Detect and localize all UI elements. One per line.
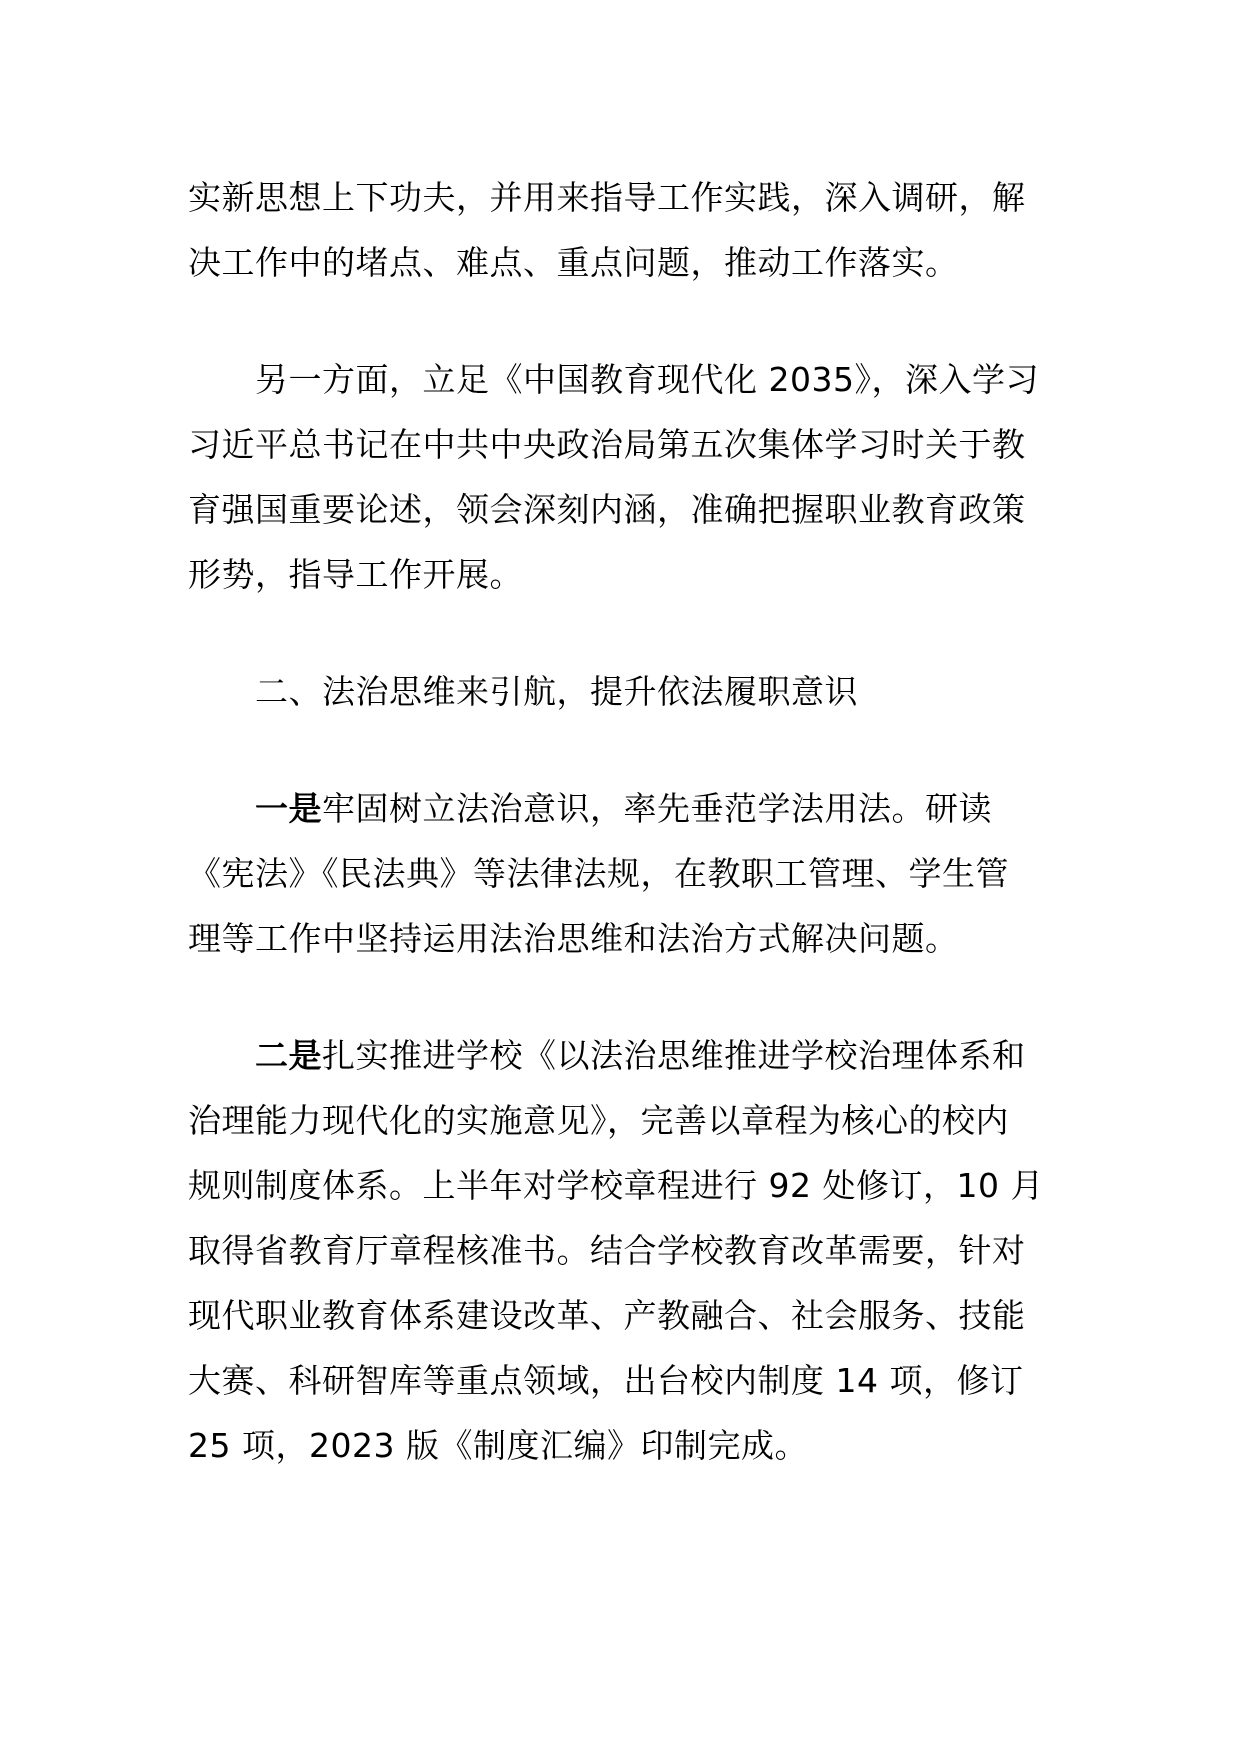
section-heading xyxy=(188,659,1068,724)
text-line: 《宪法》《民法典》等法律法规，在教职工管理、学生管 xyxy=(188,854,1009,893)
text-line: 规则制度体系。上半年对学校章程进行 92 处修订，10 月 xyxy=(188,1166,1044,1205)
paragraph-spacer xyxy=(188,724,1068,776)
paragraph-spacer xyxy=(188,607,1068,659)
paragraph-education-modernization xyxy=(188,347,1068,607)
text-line: 大赛、科研智库等重点领域，出台校内制度 14 项，修订 xyxy=(188,1361,1024,1400)
paragraph-item-two xyxy=(188,1023,1068,1478)
paragraph-spacer xyxy=(188,971,1068,1023)
paragraph-item-one xyxy=(188,776,1068,971)
text-line: 形势，指导工作开展。 xyxy=(188,555,523,594)
text-line: 实新思想上下功夫，并用来指导工作实践，深入调研，解 xyxy=(188,178,1026,217)
text-fragment: 牢固树立法治意识，率先垂范学法用法。研读 xyxy=(322,789,992,828)
text-line: 习近平总书记在中共中央政治局第五次集体学习时关于教 xyxy=(188,425,1026,464)
text-line: 育强国重要论述，领会深刻内涵，准确把握职业教育政策 xyxy=(188,490,1026,529)
text-line: 取得省教育厅章程核准书。结合学校教育改革需要，针对 xyxy=(188,1231,1026,1270)
lead-phrase: 二是 xyxy=(255,1036,322,1075)
text-line: 理等工作中坚持运用法治思维和法治方式解决问题。 xyxy=(188,919,959,958)
text-line: 决工作中的堵点、难点、重点问题，推动工作落实。 xyxy=(188,243,959,282)
text-line: 现代职业教育体系建设改革、产教融合、社会服务、技能 xyxy=(188,1296,1026,1335)
heading-text: 二、法治思维来引航，提升依法履职意识 xyxy=(255,672,858,711)
text-fragment: 扎实推进学校《以法治思维推进学校治理体系和 xyxy=(322,1036,1026,1075)
paragraph-spacer xyxy=(188,295,1068,347)
text-line: 另一方面，立足《中国教育现代化 2035》，深入学习 xyxy=(255,360,1039,399)
text-line xyxy=(188,1023,1068,1088)
lead-phrase: 一是 xyxy=(255,789,322,828)
text-line: 25 项，2023 版《制度汇编》印制完成。 xyxy=(188,1426,808,1465)
text-line xyxy=(188,776,1068,841)
text-line: 治理能力现代化的实施意见》，完善以章程为核心的校内 xyxy=(188,1101,1009,1140)
paragraph-continuation xyxy=(188,165,1068,295)
document-body xyxy=(188,165,1068,1478)
